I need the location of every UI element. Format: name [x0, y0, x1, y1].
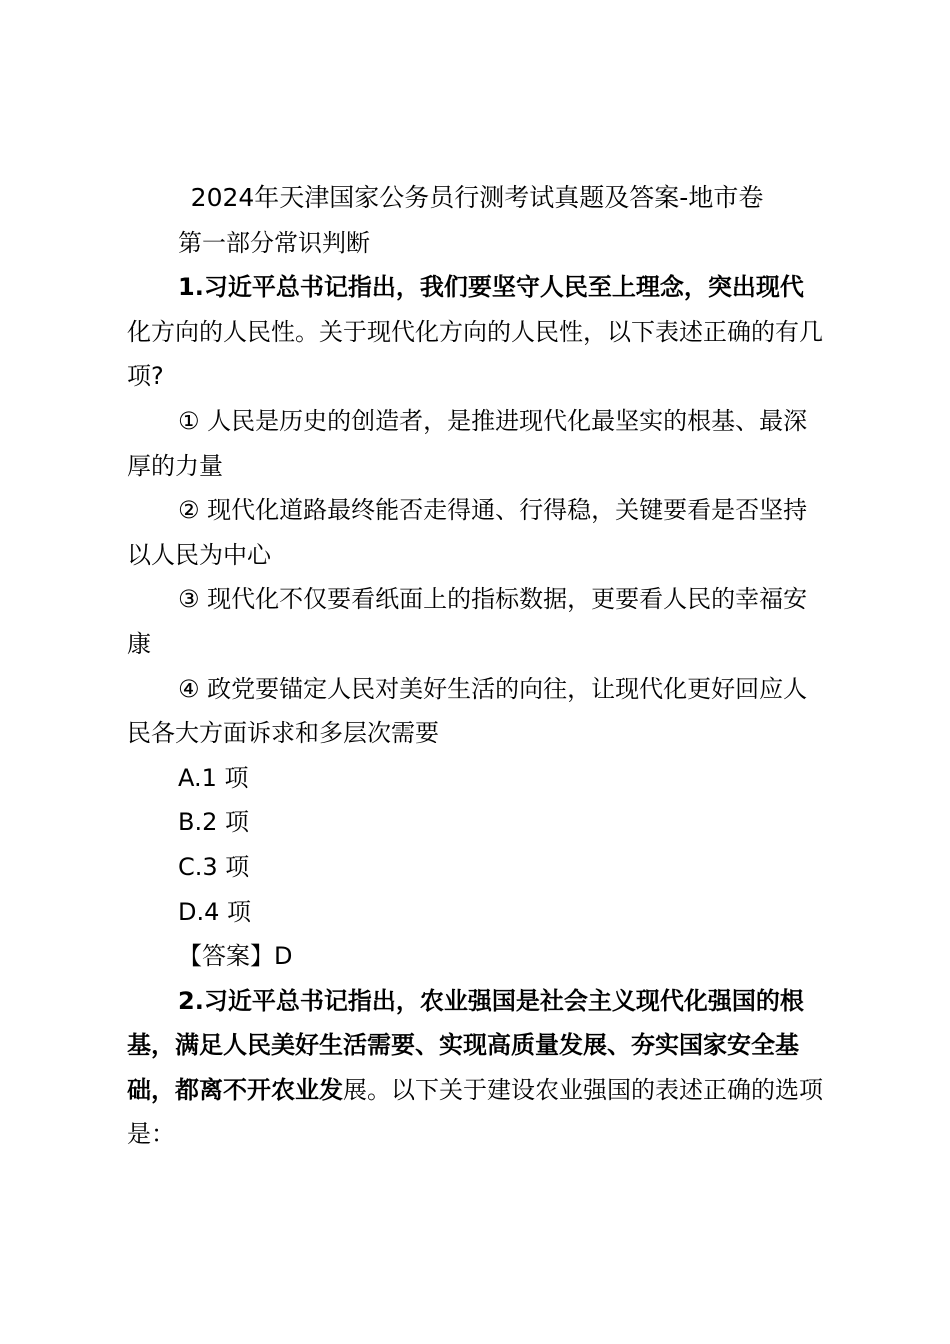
document-body — [127, 176, 827, 1157]
question-1-answer: 【答案】D — [178, 942, 293, 971]
question-1-statement-3: ③ 现代化不仅要看纸面上的指标数据，更要看人民的幸福安康 — [127, 585, 808, 658]
question-1-option-a: A.1 项 — [178, 763, 249, 792]
question-1-stem-bold: 1.习近平总书记指出，我们要坚守人民至上理念，突出现代 — [178, 273, 804, 302]
document-title: 2024年天津国家公务员行测考试真题及答案-地市卷 — [190, 183, 764, 212]
question-2-stem-rest: 展。以下关于建设农业强国的表述正确的选项是： — [127, 1075, 823, 1149]
question-1-option-c: C.3 项 — [178, 852, 250, 881]
question-1-stem-rest: 化方向的人民性。关于现代化方向的人民性，以下表述正确的有几项? — [127, 317, 823, 391]
question-1-statement-2: ② 现代化道路最终能否走得通、行得稳，关键要看是否坚持以人民为中心 — [127, 496, 808, 569]
question-2-stem — [127, 979, 827, 1157]
question-1-statement-4: ④ 政党要锚定人民对美好生活的向往，让现代化更好回应人民各大方面诉求和多层次需要 — [127, 674, 808, 748]
question-1-option-b: B.2 项 — [178, 808, 249, 837]
question-1-stem — [127, 265, 827, 399]
question-1-statement-1: ① 人民是历史的创造者，是推进现代化最坚实的根基、最深厚的力量 — [127, 406, 808, 480]
question-1-option-d: D.4 项 — [178, 897, 252, 926]
section-heading: 第一部分常识判断 — [178, 228, 370, 257]
question-2-stem-bold: 2.习近平总书记指出，农业强国是社会主义现代化强国的根基，满足人民美好生活需要、实现高质量发展、夯实国家安全基础，都离不开农业发 — [127, 986, 804, 1104]
